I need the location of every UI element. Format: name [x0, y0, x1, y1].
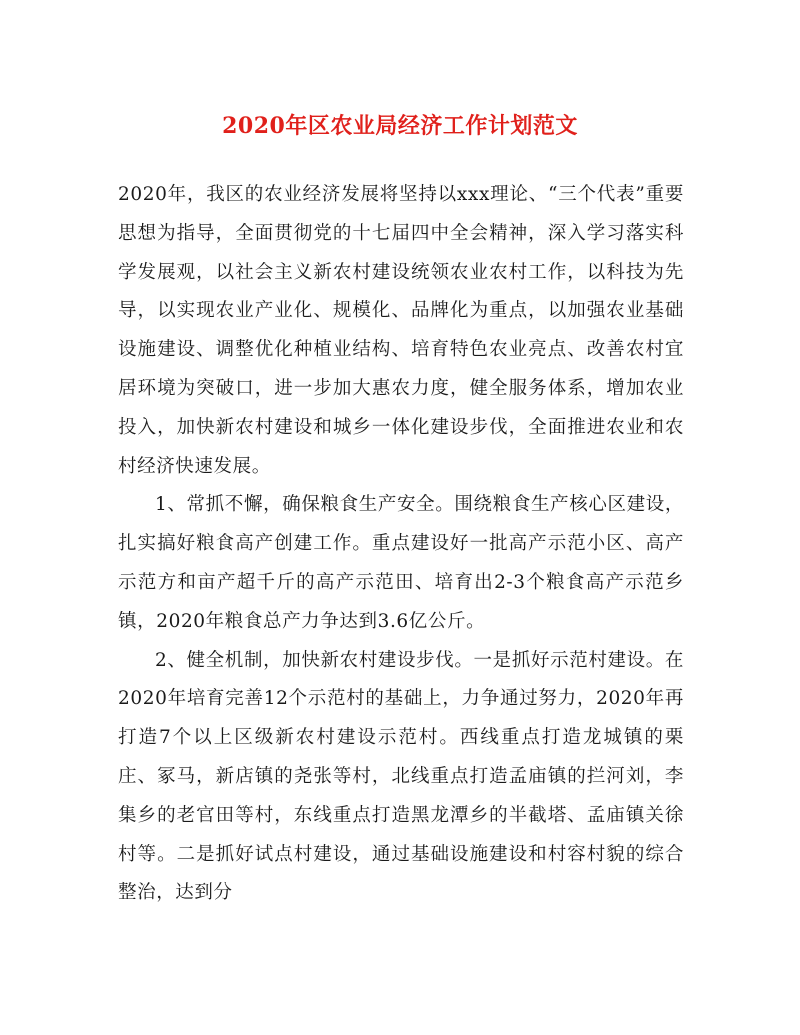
document-body [118, 176, 684, 913]
document-title: 2020年区农业局经济工作计划范文 [222, 113, 578, 139]
paragraph-item-1: 1、常抓不懈，确保粮食生产安全。围绕粮食生产核心区建设，扎实搞好粮食高产创建工作。重点建设好一批高产示范小区、高产示范方和亩产超千斤的高产示范田、培育出2-3个粮食高产示范乡镇，2020年粮食总产力争达到3.6亿公斤。 [118, 494, 684, 632]
paragraph-item-2: 2、健全机制，加快新农村建设步伐。一是抓好示范村建设。在2020年培育完善12个示范村的基础上，力争通过努力，2020年再打造7个以上区级新农村建设示范村。西线重点打造龙城镇的栗庄、冢马，新店镇的尧张等村，北线重点打造孟庙镇的拦河刘，李集乡的老官田等村，东线重点打造黑龙潭乡的半截塔、孟庙镇关徐村等。二是抓好试点村建设，通过基础设施建设和村容村貌的综合整治，达到分 [118, 649, 684, 904]
paragraph-intro: 2020年，我区的农业经济发展将坚持以xxx理论、“三个代表”重要思想为指导，全面贯彻党的十七届四中全会精神，深入学习落实科学发展观，以社会主义新农村建设统领农业农村工作，以科技为先导，以实现农业产业化、规模化、品牌化为重点，以加强农业基础设施建设、调整优化种植业结构、培育特色农业亮点、改善农村宜居环境为突破口，进一步加大惠农力度，健全服务体系，增加农业投入，加快新农村建设和城乡一体化建设步伐，全面推进农业和农村经济快速发展。 [118, 184, 684, 477]
